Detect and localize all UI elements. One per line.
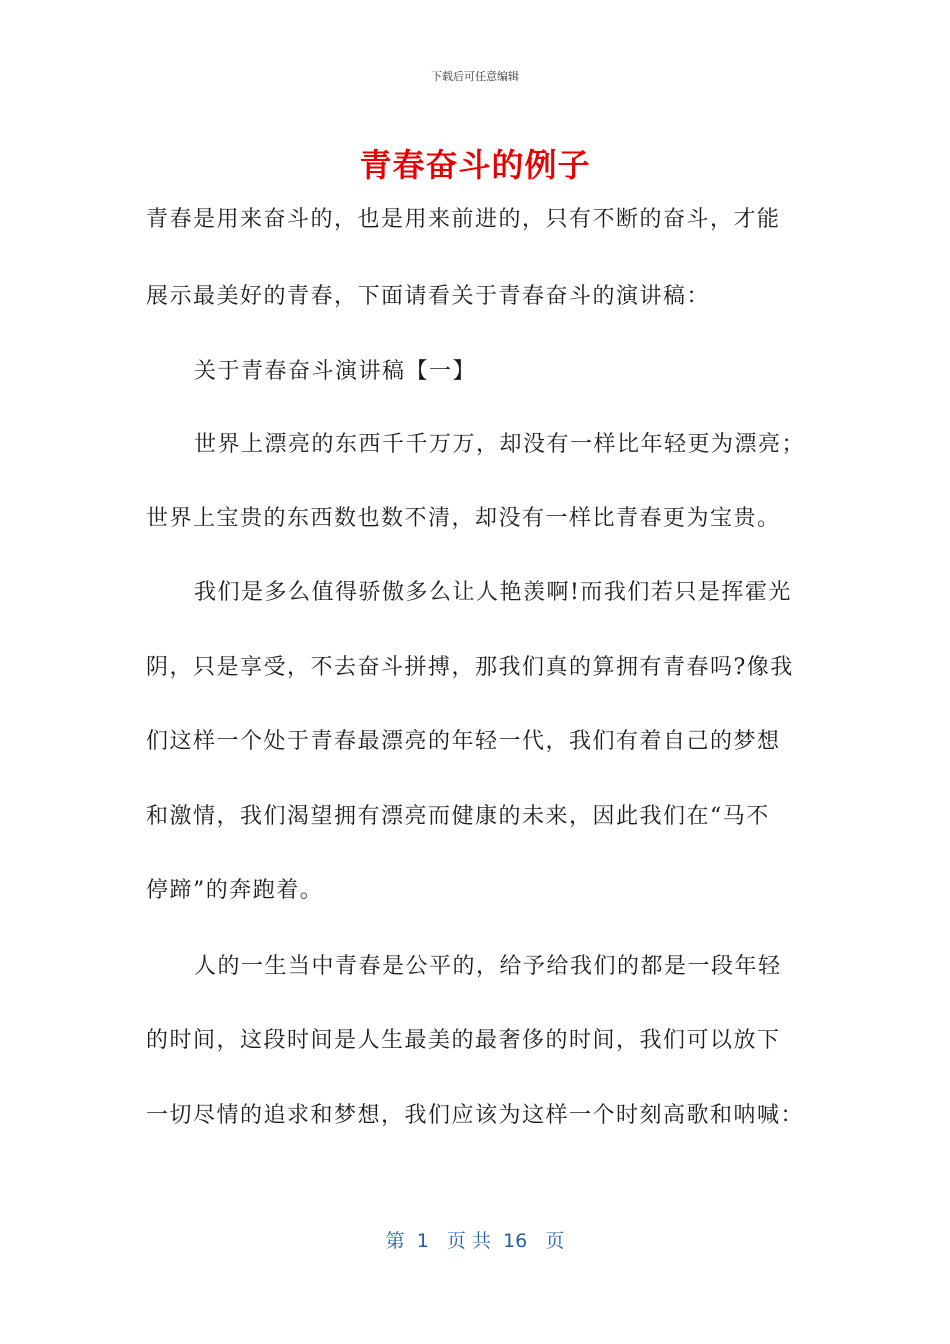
paragraph-line: 和激情，我们渴望拥有漂亮而健康的未来，因此我们在“马不 xyxy=(146,804,770,829)
header-note: 下载后可任意编辑 xyxy=(431,70,519,83)
paragraph-line: 我们是多么值得骄傲多么让人艳羡啊!而我们若只是挥霍光 xyxy=(194,580,792,605)
paragraph-line: 的时间，这段时间是人生最美的最奢侈的时间，我们可以放下 xyxy=(146,1028,781,1053)
paragraph-line: 们这样一个处于青春最漂亮的年轻一代，我们有着自己的梦想 xyxy=(146,729,781,754)
paragraph-line: 青春是用来奋斗的，也是用来前进的，只有不断的奋斗，才能 xyxy=(146,207,781,232)
paragraph-line: 世界上漂亮的东西千千万万，却没有一样比年轻更为漂亮； xyxy=(194,432,806,457)
paragraph-line: 展示最美好的青春，下面请看关于青春奋斗的演讲稿： xyxy=(146,284,711,309)
paragraph-line: 停蹄”的奔跑着。 xyxy=(146,878,324,903)
section-heading: 关于青春奋斗演讲稿【一】 xyxy=(194,359,477,384)
paragraph-line: 人的一生当中青春是公平的，给予给我们的都是一段年轻 xyxy=(194,954,782,979)
page-number-footer: 第 1 页 共 16 页 xyxy=(385,1230,565,1252)
paragraph-line: 世界上宝贵的东西数也数不清，却没有一样比青春更为宝贵。 xyxy=(146,506,781,531)
document-title: 青春奋斗的例子 xyxy=(359,146,591,184)
paragraph-line: 阴，只是享受，不去奋斗拼搏，那我们真的算拥有青春吗?像我 xyxy=(146,655,794,680)
paragraph-line: 一切尽情的追求和梦想，我们应该为这样一个时刻高歌和呐喊： xyxy=(146,1103,805,1128)
